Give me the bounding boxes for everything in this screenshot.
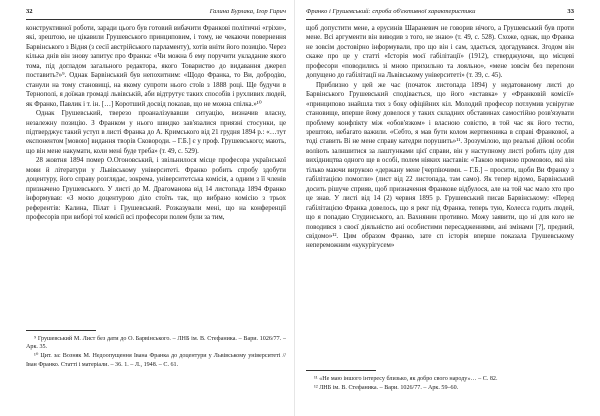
right-header-rule	[306, 19, 574, 20]
right-body-text	[306, 24, 574, 251]
right-page-number: 33	[567, 8, 574, 15]
left-footnotes	[26, 330, 286, 370]
page-gutter	[294, 0, 295, 416]
right-footnote-11: ¹¹ «Не маю іншого інтересу близько, як добро свого народу»… – С. 82.	[314, 376, 498, 382]
right-footnote-rule	[306, 370, 376, 371]
left-page-number: 32	[26, 8, 33, 15]
left-paragraph-1: конструктивної роботи, заради цього був готовий вибачити Франкові політичні «гріхи», які, зрештою, не цікавили Грушевського принциповим, і тому, не чекаючи повернення Барвінського з Відня (з сесії австрійського парламенту), хотів вніти його позицію. Через кілька днів він знову запитує про Франка: «Чи можна б ему поручити укладание якого тома, під догладом загального редактора, якого Товариство до видавання джерел поставить?»⁹. Однак Барвінський був непохитним: «Щодо Франка, то Ви, добродію, станули на тому становищі, на якому супроти нього стоїв з 1888 році. Ще будучи в Тернополі, я доїжав громаді львівській, аби відтрутує таких способів і рухливих людей, як Франко, Павлик і т. ін. […] Коротший досвід показав, що не можна спілка.»¹⁰	[26, 25, 286, 108]
right-running-head	[306, 6, 574, 17]
left-running-head	[26, 6, 286, 17]
right-footnotes	[306, 370, 574, 393]
left-footnote-9: ⁹ Грушевський М. Лист без дати до О. Барвінського. – ЛНБ ім. В. Стефаника. – Вари. 1026/77. – Арк. 35.	[26, 336, 286, 351]
right-footnote-12: ¹² ЛНБ ім. В. Стефаника. – Вари. 1026/77. – Арк. 59–60.	[314, 385, 459, 392]
right-running-title: Франко і Грушевський: спроба об'єктивної характеристики	[306, 8, 476, 15]
left-footnote-rule	[26, 330, 96, 331]
left-body-text	[26, 24, 286, 223]
right-page	[306, 0, 574, 416]
left-running-title: Галина Бурлака, Ігор Гирич	[209, 8, 286, 15]
left-paragraph-3: 28 жовтня 1894 помер О.Огоновський, і звільнилося місце професора української мови й літератури у Львівському університеті. Франко робить спробу здобути доцентуру, його справу розглядає, зокрема, університетська комісія, а одним з її членів призначено Грушевського. У листі до М. Драгоманова від 14 листопада 1894 Франко інформував: «З моєю доцентурою діло стоїть так, що вибрано комісію з трьох референтів: Калина, Пілат і Грушевський. Розказували мені, що на конференції професорів при виборі тої комісії всі професори полем були за тим,	[26, 157, 286, 222]
left-page	[26, 0, 286, 416]
right-paragraph-2: Приблизно у цей же час (початок листопада 1894) у недатованому листі до Барвінського Грушевський сподівається, що його «вставка» у «Франковій комісії» «принципово знайшла тих з боку офіційних кіл. Молодий професор потлумив усвіругне становище, вперше йому довелося у таких складних обставинах самостійно розв'язувати проблему конфлікту між «обов'язком» і власною совістю, в той час як його тестю, зрештою, небагато важили. «Себто, я мав бути колом жертвенника в справі Франкової, а тоді ставить Ві не мене справу катедри порушить»¹¹. Зрозумілою, що реальні дійові особи воліють залишитися за лаштунками цієї справи, він у наступному листі робить цілу для вихідництва одного ще в особі, полем ніяких наставів: «Такою мирною промовою, які він тілько маючи вирукою «держану мене [черпіючими. – Г.Б.] – просити, щоби Ви Франку з габілітацією помогли» (лист від 22 листопада, там само). Як тепер відомо, Барвінський досить рішуче сприяв, щоб призначення Франкове відбулося, але на той час мало хто про це знав. У листі від 14 (2) червня 1895 р. Грушевський писав Барвінському: «Перед габілітацією Франка довелось, що я рекг під Франка, теперь тую, Колесса годить людей, що я попадаю Студинського, ал. Вахнянин противно. Можу заявити, що ні для кого не поводився з своєї діяльністю ані особистими пересадженнями, ані змінами [?], предний, свідомо»¹². Цим образом Франко, зате сп історія вперше показала Грушевському непереможним «кукурігусем»	[306, 81, 574, 250]
left-paragraph-2: Однак Грушевський, тверезо проаналізувавши ситуацію, визначив власну, незалежну позицію. З Франком у нього швидко зав'язалися приязні стосунки, це підтверджує такий уступ в листі Франка до А. Кримського від 21 грудня 1894 р.: «…тут експонентом [мовою] видання творів Сковороди. – Г.Б.] є у проф. Грушевського; мають, що він мене накумати, коли мені буде треба» (т. 49, с. 529).	[26, 110, 286, 155]
right-paragraph-1: щоб допустити мене, а ерусинів Шараневич не говорив нічого, а Грушевський був проти мене. Всі аргументи він виводив з того, не знаю» (т. 49, с. 528). Схоже, однак, що Франка не зовсім достовірно інформували, про що він і сам, здається, здогадувався. Згодом він скаже про це у статті «Історія моєї габілітації» (1912), стверджуючи, що місцеві професори «поводились зі мною прихильно та лояльно», «мене зовсім без перепони допущено до габілітації на Львівському університеті» (т. 39, с. 45).	[306, 25, 574, 80]
left-header-rule	[26, 19, 286, 20]
left-footnote-10: ¹⁰ Цит. за: Возняк М. Недоопущення Івана Франка до доцентури у Львівському університеті // Іван Франко. Статті і матеріали. – 36. 1. – Л., 1948. – С. 61.	[26, 353, 286, 368]
